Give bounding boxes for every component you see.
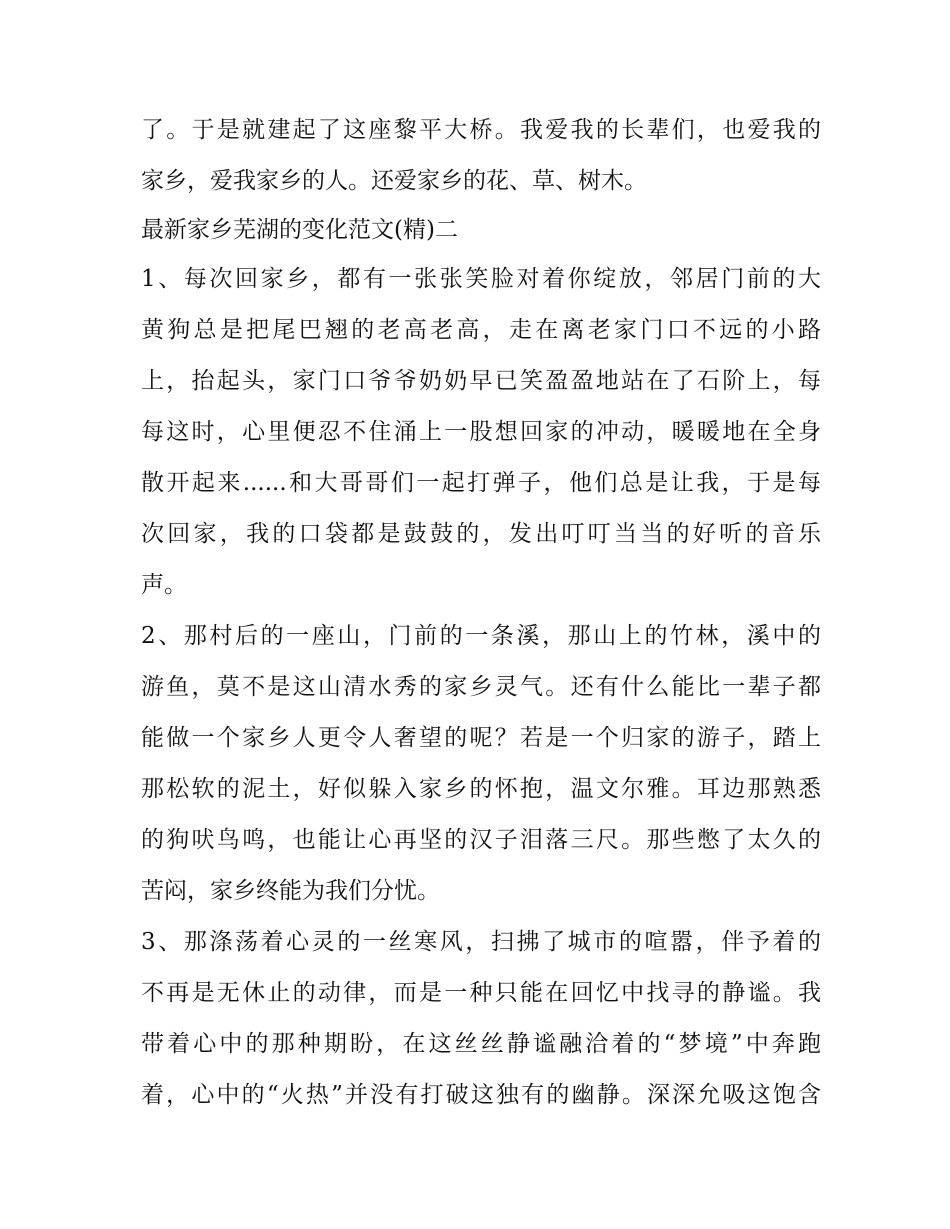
text-line: 了。于是就建起了这座黎平大桥。我爱我的长辈们，也爱我的 [141, 117, 821, 143]
text-line: 家乡，爱我家乡的人。还爱家乡的花、草、树木。 [141, 168, 647, 194]
text-line: 的狗吠鸟鸣，也能让心再坚的汉子泪落三尺。那些憋了太久的 [141, 827, 821, 853]
text-line: 游鱼，莫不是这山清水秀的家乡灵气。还有什么能比一辈子都 [141, 674, 821, 700]
text-line: 能做一个家乡人更令人奢望的呢？若是一个归家的游子，踏上 [141, 725, 821, 751]
text-line: 黄狗总是把尾巴翘的老高老高，走在离老家门口不远的小路 [141, 317, 821, 343]
text-line: 次回家，我的口袋都是鼓鼓的，发出叮叮当当的好听的音乐 [141, 521, 821, 547]
section-heading: 最新家乡芜湖的变化范文(精)二 [141, 217, 458, 243]
text-line: 不再是无休止的动律，而是一种只能在回忆中找寻的静谧。我 [141, 980, 821, 1006]
text-line: 声。 [141, 572, 187, 598]
text-line: 散开起来......和大哥哥们一起打弹子，他们总是让我，于是每 [141, 470, 821, 496]
text-line: 3、那涤荡着心灵的一丝寒风，扫拂了城市的喧嚣，伴予着的 [141, 929, 821, 955]
text-line: 那松软的泥土，好似躲入家乡的怀抱，温文尔雅。耳边那熟悉 [141, 776, 821, 802]
text-line: 1、每次回家乡，都有一张张笑脸对着你绽放，邻居门前的大 [141, 266, 821, 292]
text-line: 每这时，心里便忍不住涌上一股想回家的冲动，暖暖地在全身 [141, 419, 821, 445]
text-line: 上，抬起头，家门口爷爷奶奶早已笑盈盈地站在了石阶上，每 [141, 368, 821, 394]
text-line: 着，心中的“火热”并没有打破这独有的幽静。深深允吸这饱含 [141, 1082, 821, 1108]
text-line: 带着心中的那种期盼，在这丝丝静谧融洽着的“梦境”中奔跑 [141, 1031, 821, 1057]
text-line: 苦闷，家乡终能为我们分忧。 [141, 878, 440, 904]
text-line: 2、那村后的一座山，门前的一条溪，那山上的竹林，溪中的 [141, 623, 821, 649]
document-body [141, 105, 821, 1121]
